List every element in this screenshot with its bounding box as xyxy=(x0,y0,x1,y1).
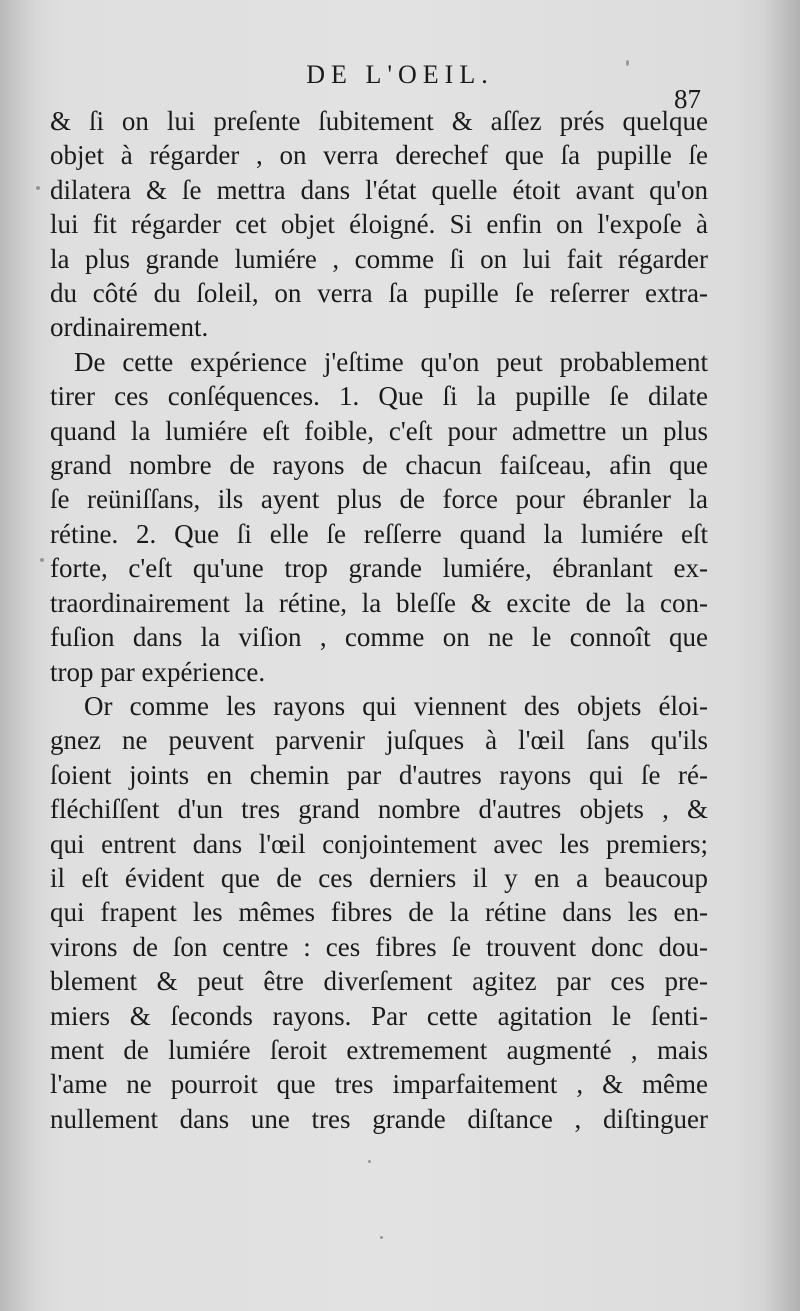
text-line: dilatera & ſe mettra dans l'état quelle étoit avant qu'on xyxy=(50,174,708,205)
text-line: ment de lumiére ſeroit extremement augmenté , mais xyxy=(50,1034,708,1065)
paper-speck xyxy=(40,558,44,562)
text-line: tirer ces conſéquences. 1. Que ſi la pupille ſe dilate xyxy=(50,381,708,412)
text-line: il eſt évident que de ces derniers il y en a beaucoup xyxy=(50,862,708,893)
text-line: ſe reüniſſans, ils ayent plus de force pour ébranler la xyxy=(50,484,708,515)
text-line: gnez ne peuvent parvenir juſques à l'œil ſans qu'ils xyxy=(50,725,708,756)
text-line: blement & peut être diverſement agitez par ces pre- xyxy=(50,966,708,997)
text-line: Or comme les rayons qui viennent des objets éloi- xyxy=(84,690,708,721)
text-line: lui fit régarder cet objet éloigné. Si enfin on l'expoſe à xyxy=(50,209,708,240)
text-line: grand nombre de rayons de chacun faiſceau, afin que xyxy=(50,450,708,481)
text-line: forte, c'eſt qu'une trop grande lumiére, ébranlant ex- xyxy=(50,553,708,584)
paragraph xyxy=(50,689,708,1136)
paper-speck xyxy=(36,186,40,190)
paper-speck xyxy=(368,1160,371,1163)
text-line: miers & ſeconds rayons. Par cette agitation le ſenti- xyxy=(50,1000,708,1031)
text-line: & ſi on lui preſente ſubitement & aſſez prés quelque xyxy=(50,106,708,136)
body-text xyxy=(50,104,708,1136)
text-line: qui entrent dans l'œil conjointement avec les premiers; xyxy=(50,828,708,859)
text-line: ſoient joints en chemin par d'autres rayons qui ſe ré- xyxy=(50,759,708,790)
text-line: qui frapent les mêmes fibres de la rétine dans les en- xyxy=(50,897,708,928)
page-number: 87 xyxy=(674,84,701,114)
text-line: la plus grande lumiére , comme ſi on lui fait régarder xyxy=(50,243,708,274)
text-line: ordinairement. xyxy=(50,312,209,343)
paper-speck xyxy=(626,60,629,66)
paragraph xyxy=(50,345,708,689)
left-page-shadow xyxy=(0,0,36,1311)
text-line: trop par expérience. xyxy=(50,656,266,687)
text-line: du côté du ſoleil, on verra ſa pupille ſe reſerrer extra- xyxy=(50,278,708,309)
text-line: l'ame ne pourroit que tres imparfaitement , & même xyxy=(50,1069,708,1100)
text-line: rétine. 2. Que ſi elle ſe reſſerre quand la lumiére eſt xyxy=(50,518,708,549)
text-line: virons de ſon centre : ces fibres ſe trouvent donc dou- xyxy=(50,931,708,962)
text-line: De cette expérience j'eſtime qu'on peut probablement xyxy=(74,346,708,377)
paragraph xyxy=(50,104,708,345)
text-line: traordinairement la rétine, la bleſſe & excite de la con- xyxy=(50,587,708,618)
text-line: nullement dans une tres grande diſtance , diſtinguer xyxy=(50,1103,708,1134)
text-line: fuſion dans la viſion , comme on ne le connoît que xyxy=(50,622,708,653)
text-line: objet à régarder , on verra derechef que ſa pupille ſe xyxy=(50,140,708,171)
text-line: quand la lumiére eſt foible, c'eſt pour admettre un plus xyxy=(50,415,708,446)
right-page-shadow xyxy=(764,0,800,1311)
paper-speck xyxy=(380,1236,383,1239)
text-line: fléchiſſent d'un tres grand nombre d'autres objets , & xyxy=(50,794,708,825)
running-head: DE L'OEIL. xyxy=(306,60,494,89)
